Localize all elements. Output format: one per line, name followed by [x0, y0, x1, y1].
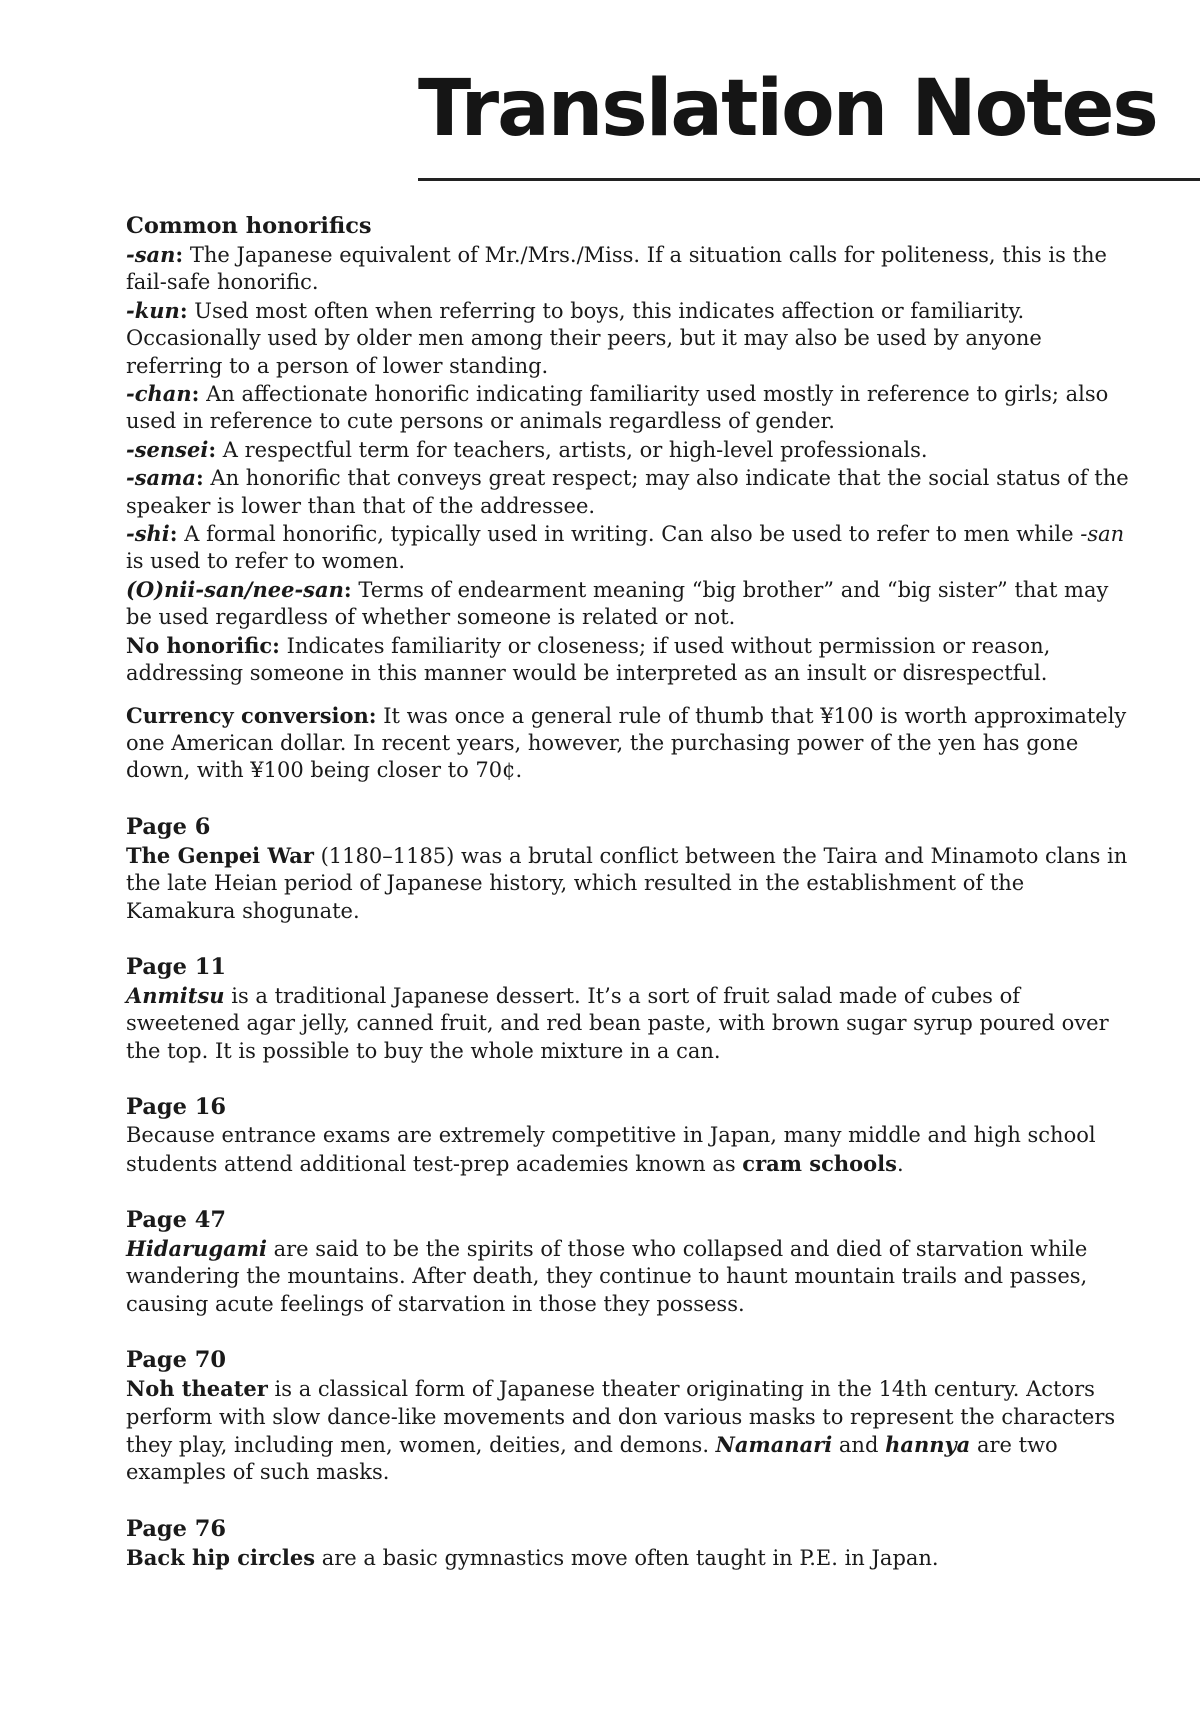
honorific-chan: -chan: An affectionate honorific indicating familiarity used mostly in reference to girls; also used in reference to cute persons or animals regardless of gender. [126, 381, 1109, 434]
note-body: The Genpei War (1180–1185) was a brutal conflict between the Taira and Minamoto clans in the late Heian period of Japanese history, which resulted in the establishment of the Kamakura shogunate. [126, 842, 1128, 923]
honorific-kun: -kun: Used most often when referring to boys, this indicates affection or familiarity. Occasionally used by older men among their peers, but it may also be used by anyone referring to a person of lower standing. [126, 297, 1042, 378]
currency-note: Currency conversion: It was once a general rule of thumb that ¥100 is worth approximately one American dollar. In recent years, however, the purchasing power of the yen has gone down, with ¥100 being closer to 70¢. [126, 702, 1127, 783]
honorific-shi: -shi: A formal honorific, typically used in writing. Can also be used to refer to men while -san is used to refer to women. [126, 521, 1125, 574]
honorific-none: No honorific: Indicates familiarity or closeness; if used without permission or reason, addressing someone in this manner would be interpreted as an insult or disrespectful. [126, 632, 1051, 686]
note-body: Hidarugami are said to be the spirits of those who collapsed and died of starvation while wandering the mountains. After death, they continue to haunt mountain trails and passes, causing acute feelings of starvation in those they possess. [126, 1235, 1088, 1316]
honorific-sensei: -sensei: A respectful term for teachers, artists, or high-level professionals. [126, 436, 928, 462]
note-page-heading: Page 76 [126, 1515, 227, 1542]
title-rule [418, 178, 1200, 181]
note-page-heading: Page 47 [126, 1206, 227, 1233]
note-page-heading: Page 70 [126, 1347, 227, 1374]
honorific-san: -san: The Japanese equivalent of Mr./Mrs./Miss. If a situation calls for politeness, this is the fail-safe honorific. [126, 242, 1107, 295]
note-page-heading: Page 6 [126, 813, 211, 840]
note-body: Back hip circles are a basic gymnastics move often taught in P.E. in Japan. [126, 1544, 939, 1570]
honorific-onii-san: (O)nii-san/nee-san: Terms of endearment meaning “big brother” and “big sister” that may be used regardless of whether someone is related or not. [126, 576, 1109, 630]
note-body: Anmitsu is a traditional Japanese dessert. It’s a sort of fruit salad made of cubes of sweetened agar jelly, canned fruit, and red bean paste, with brown sugar syrup poured over the top. It is possible to buy the whole mixture in a can. [126, 982, 1109, 1063]
notes-content [126, 211, 1136, 1572]
note-body: Noh theater is a classical form of Japanese theater originating in the 14th century. Actors perform with slow dance-like movements and don various masks to represent the characters they play, including men, women, deities, and demons. Namanari and hannya are two examples of such masks. [126, 1376, 1116, 1485]
note-page-heading: Page 16 [126, 1094, 227, 1121]
honorifics-heading: Common honorifics [126, 213, 372, 239]
page-title: Translation Notes [418, 64, 1157, 154]
honorific-sama: -sama: An honorific that conveys great respect; may also indicate that the social status of the speaker is lower than that of the addressee. [126, 465, 1129, 518]
note-page-heading: Page 11 [126, 953, 227, 980]
note-body: Because entrance exams are extremely competitive in Japan, many middle and high school students attend additional test-prep academies known as cram schools. [126, 1123, 1096, 1176]
